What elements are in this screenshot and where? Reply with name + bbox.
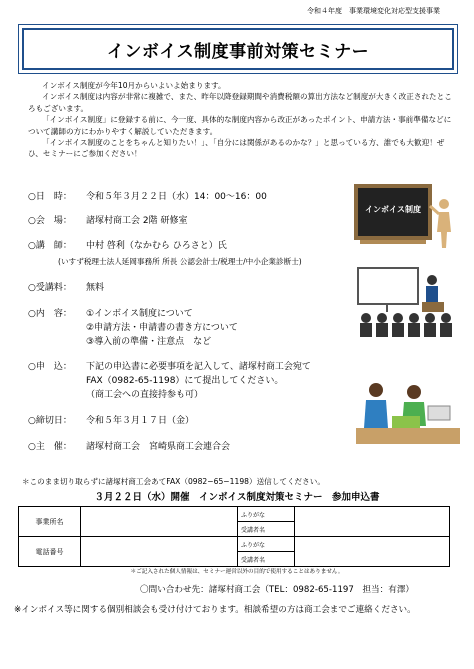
fee-row (28, 282, 104, 295)
intro-text (28, 80, 454, 160)
deadline-value: 令和５年３月１７日（金） (86, 416, 195, 426)
phone-field[interactable] (81, 537, 238, 567)
cut-note: ＊このまま切り取らずに諸塚村商工会あてFAX（0982−65−1198）送信してください。 (22, 477, 325, 486)
deadline-label: ○締切日： (28, 416, 72, 426)
deadline-row (28, 415, 194, 428)
seminar-title (22, 28, 454, 70)
title-text: インボイス制度事前対策セミナー (106, 41, 370, 62)
attendee-name-field-2[interactable] (295, 537, 450, 567)
content-item-3: ③導入前の準備・注意点 など (86, 337, 212, 347)
intro-paragraph-2: インボイス制度は内容が非常に複雑で、また、昨年以降登録期間や消費税額の算出方法など制度が大きく改正されたところもございます。 (28, 92, 452, 113)
application-form (18, 506, 450, 567)
apply-line-1: 下記の申込書に必要事項を記入して、諸塚村商工会宛て (86, 362, 311, 372)
furigana-label-2: ふりがな (238, 537, 295, 552)
business-name-field[interactable] (81, 507, 238, 537)
lecturer-value: 中村 啓利（なかむら ひろさと）氏 (86, 241, 227, 251)
privacy-note: ＊ご記入された個人情報は、セミナー運営以外の目的で使用することはありません。 (130, 569, 344, 575)
content-item-1: ①インボイス制度について (86, 309, 193, 319)
date-row (28, 191, 267, 204)
business-name-label: 事業所名 (19, 507, 81, 537)
phone-label: 電話番号 (19, 537, 81, 567)
contact-info: 〇問い合わせ先：諸塚村商工会（TEL：0982-65-1197 担当：有澤） (140, 585, 415, 595)
lecturer-label: ○講 師： (28, 241, 72, 251)
furigana-label-1: ふりがな (238, 507, 295, 522)
apply-row (28, 361, 311, 374)
intro-paragraph-4: 「インボイス制度のことをちゃんと知りたい！」、「自分には関係があるのかな？」と思っている方、誰でも大歓迎！ぜひ、セミナーにご参加ください！ (28, 138, 445, 159)
chalkboard-icon (352, 182, 456, 252)
host-label: ○主 催： (28, 442, 72, 452)
host-value: 諸塚村商工会 宮崎県商工会連合会 (86, 442, 231, 452)
header-note: 令和４年度 事業環境変化対応型支援事業 (307, 7, 440, 15)
intro-paragraph-1: インボイス制度が今年10月からいよいよ始まります。 (42, 81, 226, 90)
attendee-label-2: 受講者名 (238, 552, 295, 567)
intro-paragraph-3: 「インボイス制度」に登録する前に、今一度、具体的な制度内容から改正があったポイント、申請方法・事前準備などについて講師の方にわかりやすく解説していただきます。 (28, 115, 452, 136)
content-row (28, 308, 193, 321)
date-label: ○日 時： (28, 192, 72, 202)
lecturer-affiliation: (いすず税理士法人延岡事務所 所長 公認会計士/税理士/中小企業診断士) (58, 257, 302, 266)
form-title: ３月２２日（水）開催 インボイス制度対策セミナー 参加申込書 (94, 492, 380, 503)
chalkboard-illustration (352, 182, 456, 252)
lecture-illustration (356, 266, 460, 338)
attendee-label-1: 受講者名 (238, 522, 295, 537)
apply-label: ○申 込： (28, 362, 72, 372)
venue-label: ○会 場： (28, 216, 72, 226)
lecture-icon (356, 266, 460, 338)
host-row (28, 441, 230, 454)
attendee-name-field-1[interactable] (295, 507, 450, 537)
shop-illustration (356, 376, 460, 448)
fee-label: ○受講料： (28, 283, 72, 293)
date-value: 令和５年３月２２日（水）14：00〜16：00 (86, 192, 267, 202)
board-text: インボイス制度 (365, 205, 421, 214)
fee-value: 無料 (86, 283, 105, 293)
content-item-2: ②申請方法・申請書の書き方について (86, 323, 238, 333)
lecturer-row (28, 240, 227, 253)
shop-counter-icon (356, 376, 460, 448)
venue-row (28, 215, 187, 228)
apply-line-3: （商工会への直接持参も可） (86, 390, 204, 400)
apply-line-2: FAX（0982-65-1198）にて提出してください。 (86, 376, 284, 386)
venue-value: 諸塚村商工会 2階 研修室 (86, 216, 188, 226)
footer-note: ※インボイス等に関する個別相談会も受け付けております。相談希望の方は商工会までご連絡ください。 (14, 605, 416, 615)
content-label: ○内 容： (28, 309, 72, 319)
